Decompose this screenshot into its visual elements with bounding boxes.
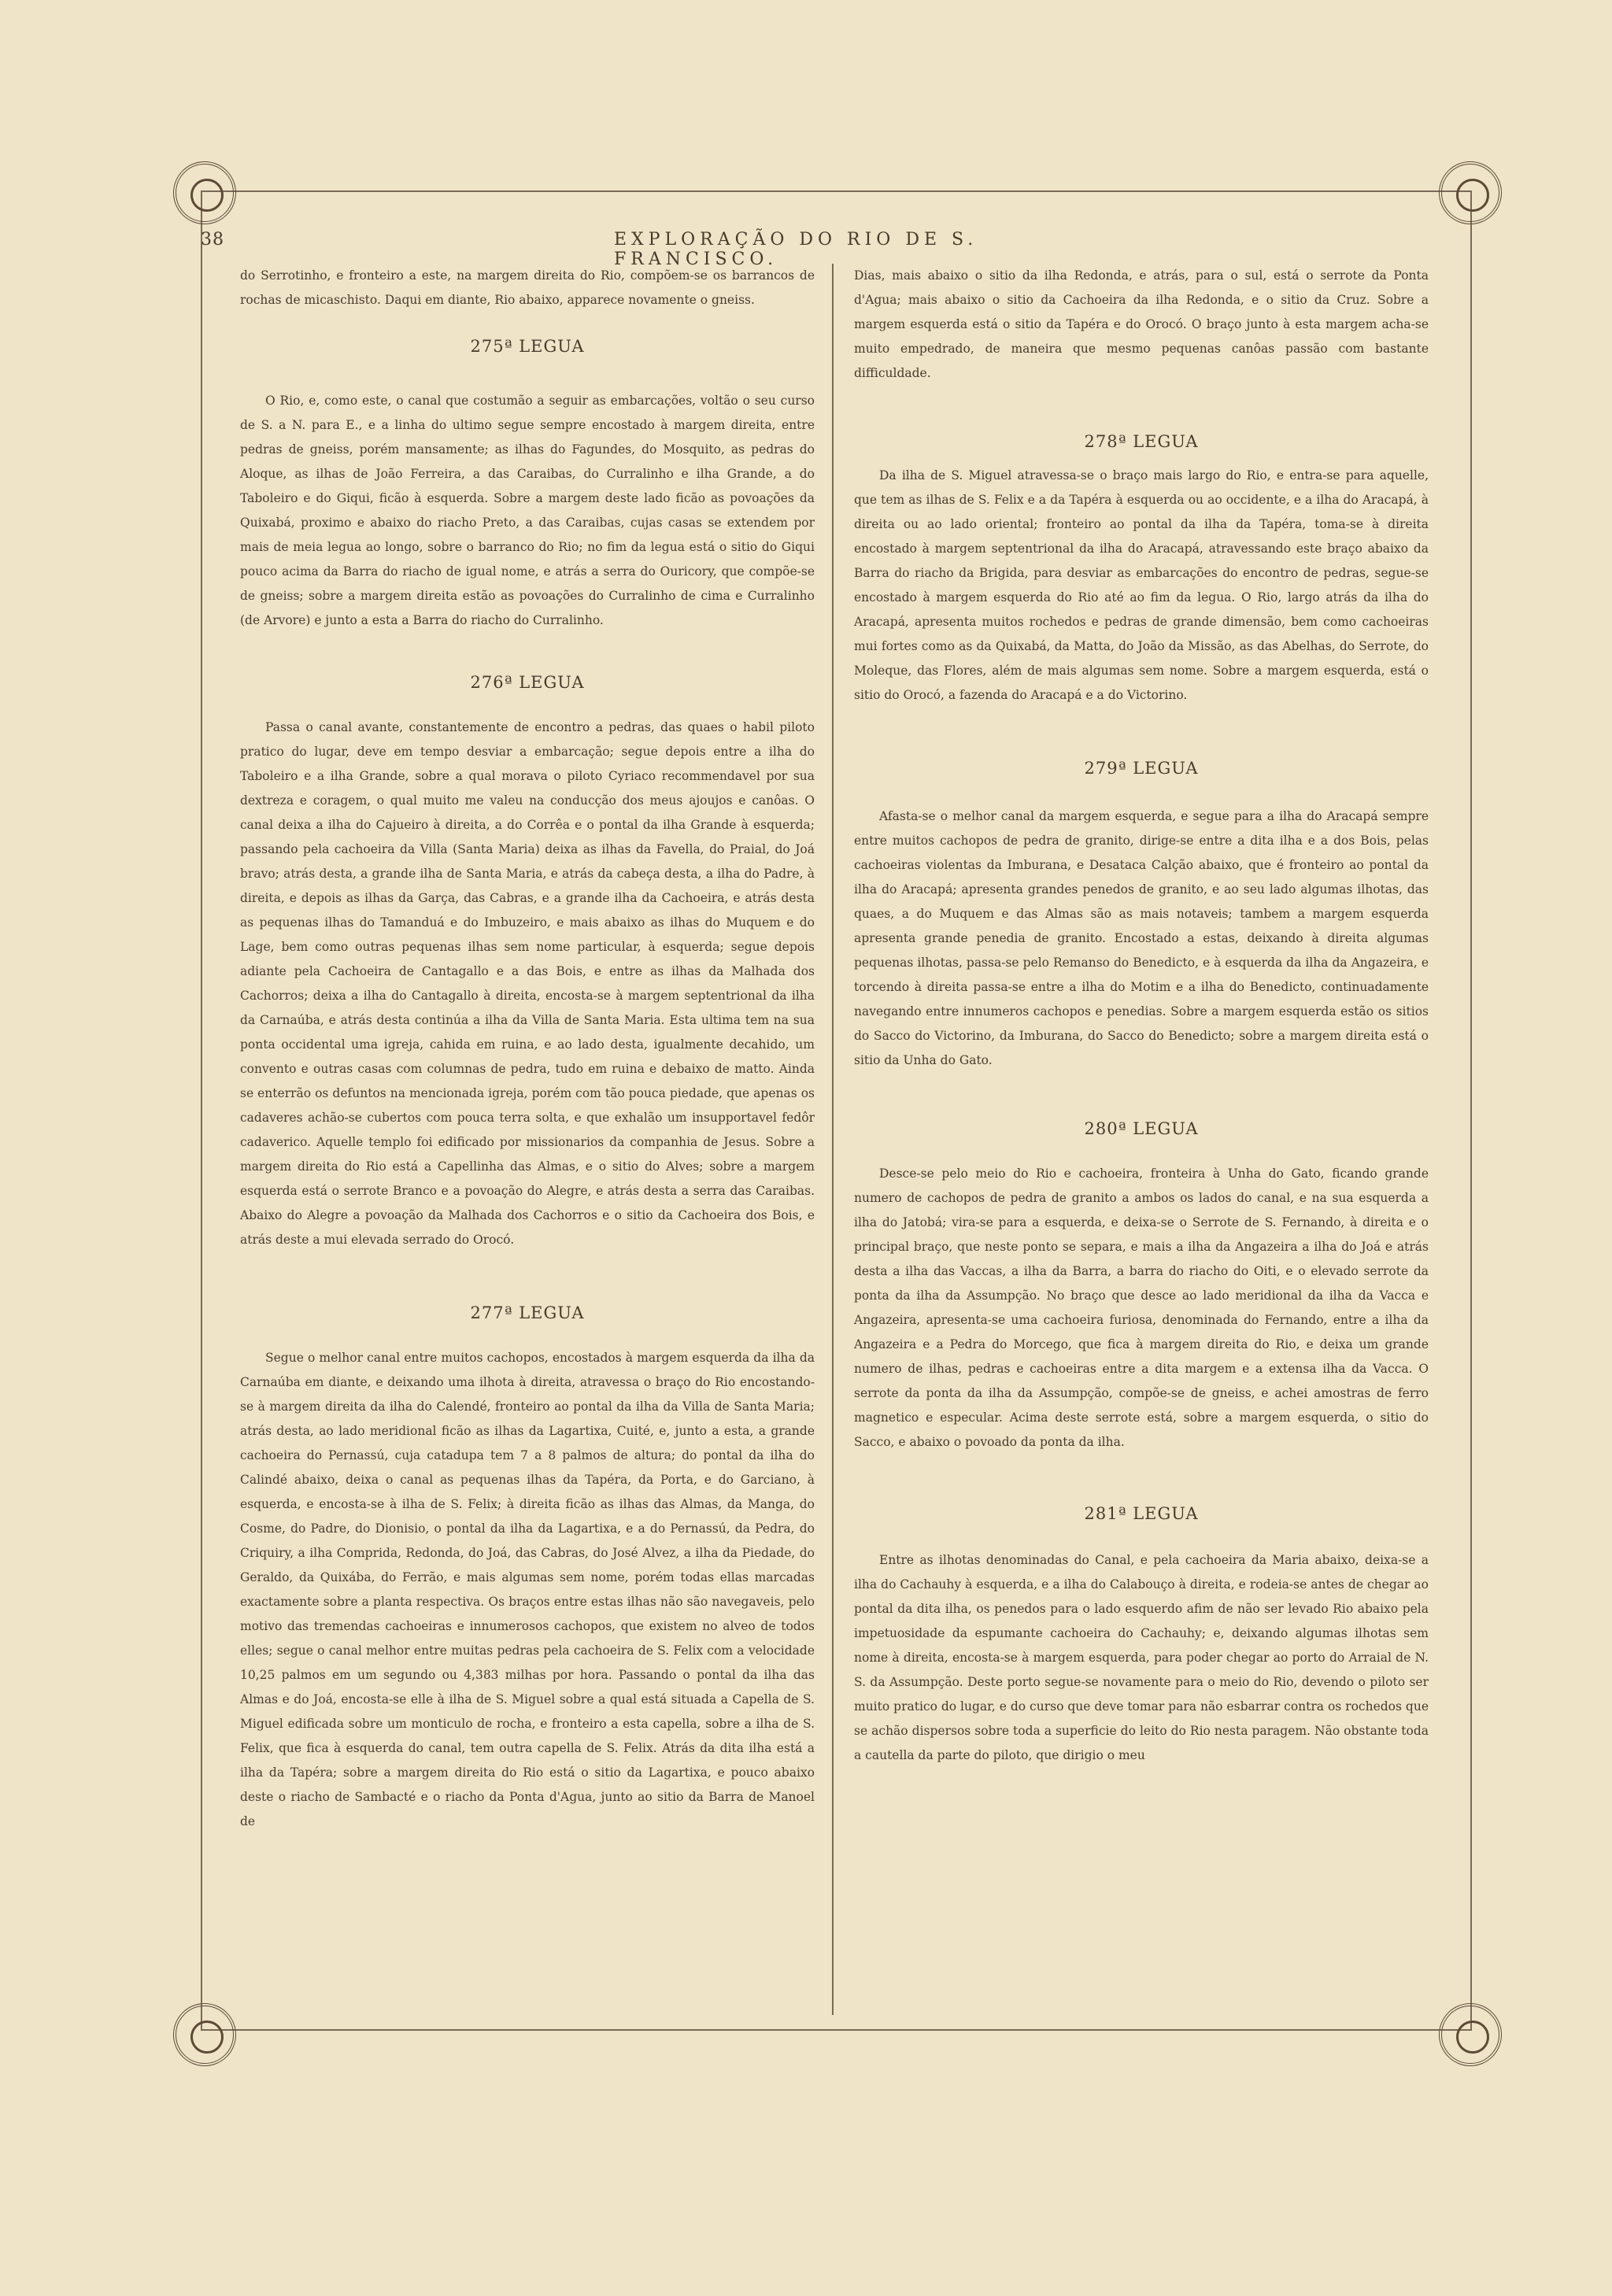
paragraph: Entre as ilhotas denominadas do Canal, e pela cachoeira da Maria abaixo, deixa-se a ilha do Cachauhy à esquerda, e a ilha do Calabouço à direita, e rodeia-se antes de chegar ao pontal da dita ilha, os penedos para o lado esquerdo afim de não ser levado Rio abaixo pela impetuosidade da espumante cachoeira do Cachauhy; e, deixando algumas ilhotas sem nome à direita, encosta-se à margem esquerda, para poder chegar ao porto do Arraial de N. S. da Assumpção. Deste porto segue-se novamente para o meio do Rio, devendo o piloto ser muito pratico do lugar, e do curso que deve tomar para não esbarrar contra os rochedos que se achão dispersos sobre toda a superficie do leito do Rio nesta paragem. Não obstante toda a cautella da parte do piloto, que dirigio o meu	[854, 1553, 1429, 1762]
left-column	[240, 264, 815, 1834]
running-title: EXPLORAÇÃO DO RIO DE S. FRANCISCO.	[614, 230, 978, 269]
frame-top-rule	[201, 190, 1472, 192]
corner-ornament-top-left	[173, 161, 236, 224]
paragraph: Afasta-se o melhor canal da margem esquerda, e segue para a ilha do Aracapá sempre entre muitos cachopos de pedra de granito, dirige-se entre a dita ilha e a dos Bois, pelas cachoeiras violentas da Imburana, e Desataca Calção abaixo, que é fronteiro ao pontal da ilha do Aracapá; apresenta grandes penedos de granito, e ao seu lado algumas ilhotas, das quaes, a do Muquem e das Almas são as mais notaveis; tambem a margem esquerda apresenta grande penedia de granito. Encostado a estas, deixando à direita algumas pequenas ilhotas, passa-se pelo Remanso do Benedicto, e à esquerda da ilha da Angazeira, e torcendo à direita passa-se entre a ilha do Motim e a ilha do Benedicto, continuadamente navegando entre innumeros cachopos e penedias. Sobre a margem esquerda estão os sitios do Sacco do Victorino, da Imburana, do Sacco do Benedicto; sobre a margem direita está o sitio da Unha do Gato.	[854, 809, 1429, 1067]
section-heading: 281ª LEGUA	[1084, 1504, 1199, 1523]
frame-right-rule	[1470, 190, 1472, 2031]
right-column	[854, 264, 1429, 1768]
paragraph: Dias, mais abaixo o sitio da ilha Redonda, e atrás, para o sul, está o serrote da Ponta d'Agua; mais abaixo o sitio da Cachoeira da ilha Redonda, e o sitio da Cruz. Sobre a margem esquerda está o sitio da Tapéra e do Orocó. O braço junto à esta margem acha-se muito empedrado, de maneira que mesmo pequenas canôas passão com bastante difficuldade.	[854, 268, 1429, 380]
paragraph: Da ilha de S. Miguel atravessa-se o braço mais largo do Rio, e entra-se para aquelle, que tem as ilhas de S. Felix e a da Tapéra à esquerda ou ao occidente, e a ilha do Aracapá, à direita ou ao lado oriental; fronteiro ao pontal da ilha da Tapéra, toma-se à direita encostado à margem septentrional da ilha do Aracapá, atravessando este braço abaixo da Barra do riacho da Brigida, para desviar as embarcações do encontro de pedras, segue-se encostado à margem esquerda do Rio até ao fim da legua. O Rio, largo atrás da ilha do Aracapá, apresenta muitos rochedos e pedras de grande dimensão, bem como cachoeiras mui fortes como as da Quixabá, da Matta, do João da Missão, as das Abelhas, do Serrote, do Moleque, das Flores, além de mais algumas sem nome. Sobre a margem esquerda, está o sitio do Orocó, a fazenda do Aracapá e a do Victorino.	[854, 468, 1429, 702]
section-heading: 275ª LEGUA	[470, 337, 585, 356]
section-heading: 277ª LEGUA	[470, 1303, 585, 1322]
section-heading: 276ª LEGUA	[470, 673, 585, 692]
page-number: 38	[201, 230, 224, 250]
paragraph: do Serrotinho, e fronteiro a este, na margem direita do Rio, compõem-se os barrancos de rochas de micaschisto. Daqui em diante, Rio abaixo, apparece novamente o gneiss.	[240, 268, 815, 307]
corner-ornament-top-right	[1439, 161, 1502, 224]
column-divider	[832, 264, 834, 2015]
paragraph: O Rio, e, como este, o canal que costumão a seguir as embarcações, voltão o seu curso de S. a N. para E., e a linha do ultimo segue sempre encostado à margem direita, entre pedras de gneiss, porém mansamente; as ilhas do Fagundes, do Mosquito, as pedras do Aloque, as ilhas de João Ferreira, a das Caraibas, do Curralinho e ilha Grande, a do Taboleiro e do Giqui, ficão à esquerda. Sobre a margem deste lado ficão as povoações da Quixabá, proximo e abaixo do riacho Preto, a das Caraibas, cujas casas se extendem por mais de meia legua ao longo, sobre o barranco do Rio; no fim da legua está o sitio do Giqui pouco acima da Barra do riacho de igual nome, e atrás a serra do Ouricory, que compõe-se de gneiss; sobre a margem direita estão as povoações do Curralinho de cima e Curralinho (de Arvore) e junto a esta a Barra do riacho do Curralinho.	[240, 394, 815, 627]
paragraph: Segue o melhor canal entre muitos cachopos, encostados à margem esquerda da ilha da Carnaúba em diante, e deixando uma ilhota à direita, atravessa o braço do Rio encostando-se à margem direita da ilha do Calendé, fronteiro ao pontal da ilha da Villa de Santa Maria; atrás desta, ao lado meridional ficão as ilhas da Lagartixa, Cuité, e, junto a esta, a grande cachoeira do Pernassú, cuja catadupa tem 7 a 8 palmos de altura; do pontal da ilha do Calindé abaixo, deixa o canal as pequenas ilhas da Tapéra, da Porta, e do Garciano, à esquerda, e encosta-se à ilha de S. Felix; à direita ficão as ilhas das Almas, da Manga, do Cosme, do Padre, do Dionisio, o pontal da ilha da Lagartixa, e a do Pernassú, da Pedra, do Criquiry, a ilha Comprida, Redonda, do Joá, das Cabras, do José Alvez, a ilha da Piedade, do Geraldo, da Quixába, do Ferrão, e mais algumas sem nome, porém todas ellas marcadas exactamente sobre a planta respectiva. Os braços entre estas ilhas não são navegaveis, pelo motivo das tremendas cachoeiras e innumerosos cachopos, que existem no alveo de todos elles; segue o canal melhor entre muitas pedras pela cachoeira de S. Felix com a velocidade 10,25 palmos em um segundo ou 4,383 milhas por hora. Passando o pontal da ilha das Almas e do Joá, encosta-se elle à ilha de S. Miguel sobre a qual está situada a Capella de S. Miguel edificada sobre um monticulo de rocha, e fronteiro a esta capella, sobre a ilha de S. Felix, que fica à esquerda do canal, tem outra capella de S. Felix. Atrás da dita ilha está a ilha da Tapéra; sobre a margem direita do Rio está o sitio da Lagartixa, e pouco abaixo deste o riacho de Sambacté e o riacho da Ponta d'Agua, junto ao sitio da Barra de Manoel de	[240, 1351, 815, 1828]
frame-bottom-rule	[201, 2029, 1472, 2031]
paragraph: Passa o canal avante, constantemente de encontro a pedras, das quaes o habil piloto pratico do lugar, deve em tempo desviar a embarcação; segue depois entre a ilha do Taboleiro e a ilha Grande, sobre a qual morava o piloto Cyriaco recommendavel por sua dextreza e coragem, o qual muito me valeu na conducção dos meus ajoujos e canôas. O canal deixa a ilha do Cajueiro à direita, a do Corrêa e o pontal da ilha Grande à esquerda; passando pela cachoeira da Villa (Santa Maria) deixa as ilhas da Favella, do Praial, do Joá bravo; atrás desta, a grande ilha de Santa Maria, e atrás da cabeça desta, a ilha do Padre, à direita, e depois as ilhas da Garça, das Cabras, e a grande ilha da Cachoeira, e atrás desta as pequenas ilhas do Tamanduá e do Imbuzeiro, e mais abaixo as ilhas do Muquem e do Lage, bem como outras pequenas ilhas sem nome particular, à esquerda; segue depois adiante pela Cachoeira de Cantagallo e a das Bois, e entre as ilhas da Malhada dos Cachorros; deixa a ilha do Cantagallo à direita, encosta-se à margem septentrional da ilha da Carnaúba, e atrás desta continúa a ilha da Villa de Santa Maria. Esta ultima tem na sua ponta occidental uma igreja, cahida em ruina, e ao lado desta, igualmente decahido, um convento e outras casas com columnas de pedra, tudo em ruina e debaixo de matto. Ainda se enterrão os defuntos na mencionada igreja, porém com tão pouca piedade, que apenas os cadaveres achão-se cubertos com pouca terra solta, e que exhalão um insupportavel fedôr cadaverico. Aquelle templo foi edificado por missionarios da companhia de Jesus. Sobre a margem direita do Rio está a Capellinha das Almas, e o sitio do Alves; sobre a margem esquerda está o serrote Branco e a povoação do Alegre, e atrás desta a serra das Caraibas. Abaixo do Alegre a povoação da Malhada dos Cachorros e o sitio da Cachoeira dos Bois, e atrás deste a mui elevada serrado do Orocó.	[240, 720, 815, 1247]
section-heading: 280ª LEGUA	[1084, 1119, 1199, 1138]
section-heading: 278ª LEGUA	[1084, 432, 1199, 451]
corner-ornament-bottom-right	[1439, 2003, 1502, 2066]
corner-ornament-bottom-left	[173, 2003, 236, 2066]
paragraph: Desce-se pelo meio do Rio e cachoeira, fronteira à Unha do Gato, ficando grande numero de cachopos de pedra de granito a ambos os lados do canal, e na sua esquerda a ilha do Jatobá; vira-se para a esquerda, e deixa-se o Serrote de S. Fernando, à direita e o principal braço, que neste ponto se separa, e mais a ilha da Angazeira a ilha do Joá e atrás desta a ilha das Vaccas, a ilha da Barra, a barra do riacho do Oiti, e o elevado serrote da ponta da ilha da Assumpção. No braço que desce ao lado meridional da ilha da Vacca e Angazeira, apresenta-se uma cachoeira furiosa, denominada do Fernando, entre a ilha da Angazeira e a Pedra do Morcego, que fica à margem direita do Rio, e deixa um grande numero de ilhas, pedras e cachoeiras entre a dita margem e a extensa ilha da Vacca. O serrote da ponta da ilha da Assumpção, compõe-se de gneiss, e achei amostras de ferro magnetico e especular. Acima deste serrote está, sobre a margem esquerda, o sitio do Sacco, e abaixo o povoado da ponta da ilha.	[854, 1166, 1429, 1449]
section-heading: 279ª LEGUA	[1084, 759, 1199, 778]
frame-left-rule	[201, 190, 202, 2031]
